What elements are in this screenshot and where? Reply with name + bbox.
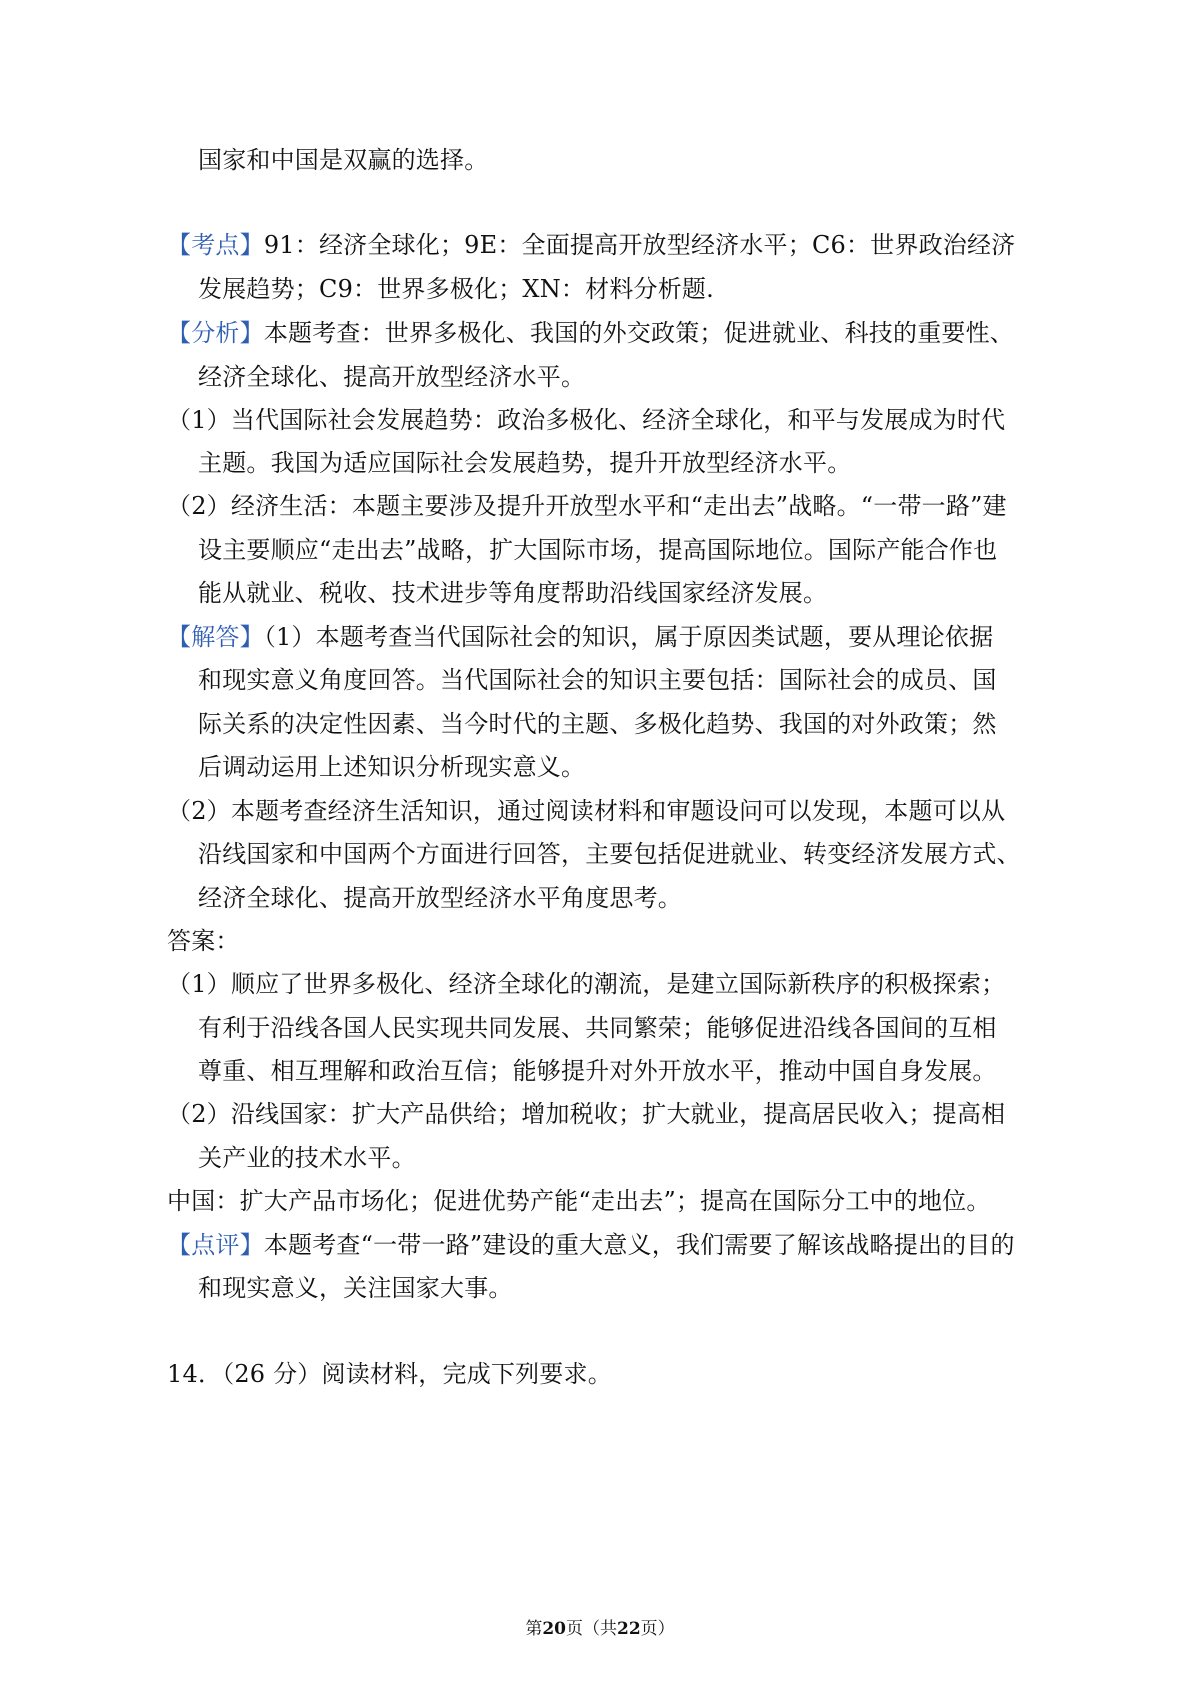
line-text: 和现实意义角度回答。当代国际社会的知识主要包括：国际社会的成员、国 xyxy=(198,666,997,694)
text-line xyxy=(198,752,585,782)
text-line xyxy=(198,883,682,913)
text-line xyxy=(167,1186,991,1216)
line-text: 中国：扩大产品市场化；促进优势产能“走出去”；提高在国际分工中的地位。 xyxy=(167,1187,991,1215)
text-line xyxy=(198,665,997,695)
footer-prefix: 第 xyxy=(525,1619,543,1639)
text-line xyxy=(198,145,488,175)
line-text: 沿线国家和中国两个方面进行回答，主要包括促进就业、转变经济发展方式、 xyxy=(198,840,1021,868)
text-line xyxy=(167,796,1005,826)
text-line xyxy=(198,448,851,478)
line-text: 91：经济全球化；9E：全面提高开放型经济水平；C6：世界政治经济 xyxy=(263,231,1016,259)
line-text: （1）顺应了世界多极化、经济全球化的潮流，是建立国际新秩序的积极探索； xyxy=(167,970,1006,998)
kaodian-tag: 【考点】 xyxy=(167,231,264,259)
line-text: 设主要顺应“走出去”战略，扩大国际市场，提高国际地位。国际产能合作也 xyxy=(198,536,998,564)
line-text: 际关系的决定性因素、当今时代的主题、多极化趋势、我国的对外政策；然 xyxy=(198,710,997,738)
line-text: 经济全球化、提高开放型经济水平角度思考。 xyxy=(198,884,682,912)
line-text: 有利于沿线各国人民实现共同发展、共同繁荣；能够促进沿线各国间的互相 xyxy=(198,1014,997,1042)
footer-middle: 页（共 xyxy=(566,1619,617,1639)
text-line xyxy=(198,274,714,304)
text-line xyxy=(167,1099,1005,1129)
text-line xyxy=(198,1273,513,1303)
footer-suffix: 页） xyxy=(640,1619,675,1639)
line-text: 和现实意义，关注国家大事。 xyxy=(198,1274,513,1302)
line-text: 国家和中国是双赢的选择。 xyxy=(198,146,489,174)
line-text: （2）经济生活：本题主要涉及提升开放型水平和“走出去”战略。“一带一路”建 xyxy=(167,492,1007,520)
text-line xyxy=(198,1056,997,1086)
line-text: 关产业的技术水平。 xyxy=(198,1144,416,1172)
line-text: 能从就业、税收、技术进步等角度帮助沿线国家经济发展。 xyxy=(198,579,828,607)
line-text: （2）本题考查经济生活知识，通过阅读材料和审题设问可以发现，本题可以从 xyxy=(167,797,1006,825)
fenxi-tag: 【分析】 xyxy=(167,319,264,347)
line-text: 本题考查：世界多极化、我国的外交政策；促进就业、科技的重要性、 xyxy=(263,319,1015,347)
line-text: 经济全球化、提高开放型经济水平。 xyxy=(198,363,586,391)
answer-heading xyxy=(167,926,240,956)
current-page-number: 20 xyxy=(542,1619,566,1639)
line-text: 14．（26 分）阅读材料，完成下列要求。 xyxy=(167,1360,612,1388)
text-line xyxy=(167,491,1007,521)
question-14 xyxy=(167,1359,612,1389)
fenxi-line xyxy=(167,318,1014,348)
dianping-tag: 【点评】 xyxy=(167,1231,264,1259)
line-text: （1）当代国际社会发展趋势：政治多极化、经济全球化，和平与发展成为时代 xyxy=(167,406,1006,434)
text-line xyxy=(198,535,997,565)
dianping-line xyxy=(167,1230,1015,1260)
text-line xyxy=(198,362,585,392)
line-text: 主题。我国为适应国际社会发展趋势，提升开放型经济水平。 xyxy=(198,449,852,477)
text-line xyxy=(198,1013,997,1043)
text-line xyxy=(167,969,1005,999)
jieda-line xyxy=(167,622,993,652)
line-text: （1）本题考查当代国际社会的知识，属于原因类试题，要从理论依据 xyxy=(263,623,994,651)
line-text: （2）沿线国家：扩大产品供给；增加税收；扩大就业，提高居民收入；提高相 xyxy=(167,1100,1006,1128)
text-line xyxy=(198,1143,416,1173)
jieda-tag: 【解答】 xyxy=(167,623,264,651)
kaodian-line xyxy=(167,230,1015,260)
line-text: 尊重、相互理解和政治互信；能够提升对外开放水平，推动中国自身发展。 xyxy=(198,1057,997,1085)
page-footer xyxy=(0,1618,1200,1640)
text-line xyxy=(167,405,1005,435)
total-page-number: 22 xyxy=(617,1619,641,1639)
text-line xyxy=(198,709,997,739)
line-text: 本题考查“一带一路”建设的重大意义，我们需要了解该战略提出的目的 xyxy=(263,1231,1015,1259)
text-line xyxy=(198,578,827,608)
line-text: 答案： xyxy=(167,927,240,955)
line-text: 发展趋势；C9：世界多极化；XN：材料分析题. xyxy=(198,275,714,303)
text-line xyxy=(198,839,1021,869)
line-text: 后调动运用上述知识分析现实意义。 xyxy=(198,753,586,781)
